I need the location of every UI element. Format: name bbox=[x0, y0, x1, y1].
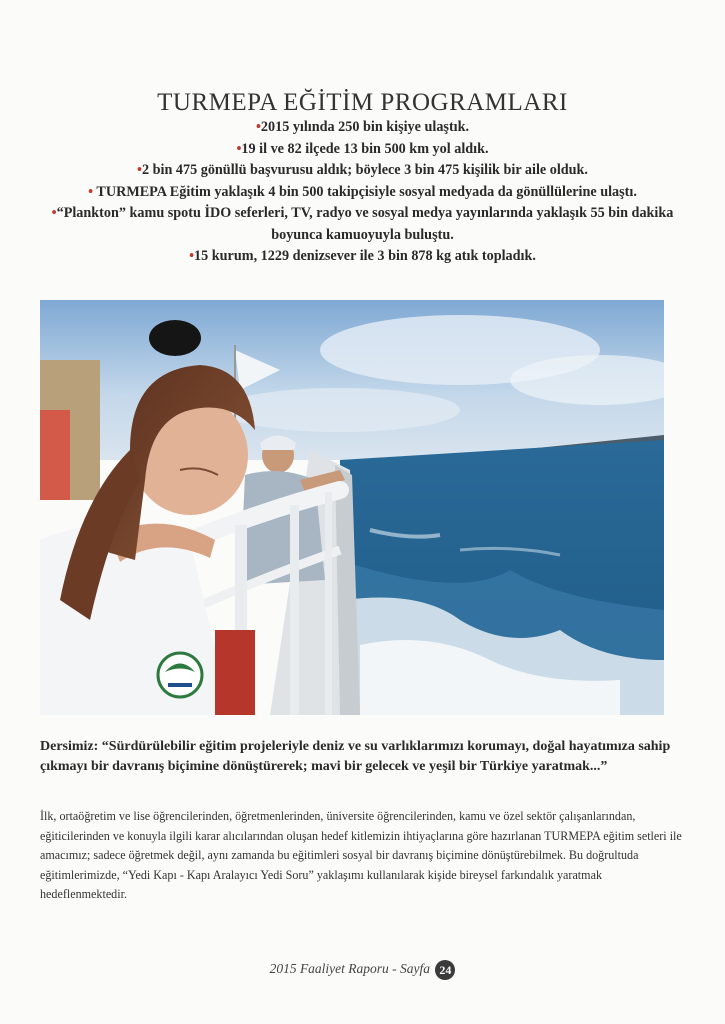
bullet-marker: • bbox=[236, 140, 242, 157]
footer-label: 2015 Faaliyet Raporu - Sayfa bbox=[269, 961, 431, 977]
stats-list bbox=[30, 117, 695, 268]
bullet-marker: • bbox=[189, 248, 195, 264]
stats-item: •19 il ve 82 ilçede 13 bin 500 km yol aldık. bbox=[236, 140, 489, 157]
photo-girl-on-ferry-icon bbox=[40, 300, 664, 715]
body-paragraph: İlk, ortaöğretim ve lise öğrencilerinden, öğretmenlerinden, üniversite öğrencilerinden, kamu ve özel sektör çalışanlarından, eğiticilerinden ve konuyla ilgili karar alıcılarından oluşan hedef kitlemizin ihtiyaçlarına göre hazırlanan TURMEPA eğitim setleri ile amacımız; sadece öğretmek değil, aynı zamanda bu eğitimleri sosyal bir davranış biçimine dönüştürebilmek. Bu doğrultuda eğitimlerimizde, “Yedi Kapı - Kapı Aralayıcı Yedi Soru” yaklaşımı kullanılarak kişide bireysel farkındalık yaratmak hedeflenmektedir. bbox=[40, 809, 682, 902]
bullet-marker: • bbox=[255, 119, 261, 135]
stats-item: •15 kurum, 1229 denizsever ile 3 bin 878 kg atık topladık. bbox=[189, 248, 536, 264]
bullet-marker: • bbox=[88, 183, 94, 200]
motto-text: Dersimiz: “Sürdürülebilir eğitim projeleriyle deniz ve su varlıklarımızı korumayı, doğal hayatımıza sahip çıkmayı bir davranış biçimine dönüştürerek; mavi bir gelecek ve yeşil bir Türkiye yaratmak...” bbox=[40, 739, 671, 774]
page-number-badge: 24 bbox=[435, 960, 455, 980]
bullet-marker: • bbox=[51, 205, 57, 221]
page-footer bbox=[0, 960, 725, 980]
stats-item: •2 bin 475 gönüllü başvurusu aldık; böylece 3 bin 475 kişilik bir aile olduk. bbox=[137, 162, 588, 178]
stats-item: • TURMEPA Eğitim yaklaşık 4 bin 500 takipçisiyle sosyal medyada da gönüllülerine ulaştı. bbox=[88, 183, 637, 200]
bullet-marker: • bbox=[137, 162, 142, 178]
stats-item: •“Plankton” kamu spotu İDO seferleri, TV, radyo ve sosyal medya yayınlarında yaklaşık 55 bin dakika boyunca kamuoyuyla buluştu. bbox=[51, 205, 674, 243]
page-title: TURMEPA EĞİTİM PROGRAMLARI bbox=[157, 88, 568, 116]
ferry-photo bbox=[40, 300, 664, 715]
stats-item: •2015 yılında 250 bin kişiye ulaştık. bbox=[255, 119, 470, 135]
